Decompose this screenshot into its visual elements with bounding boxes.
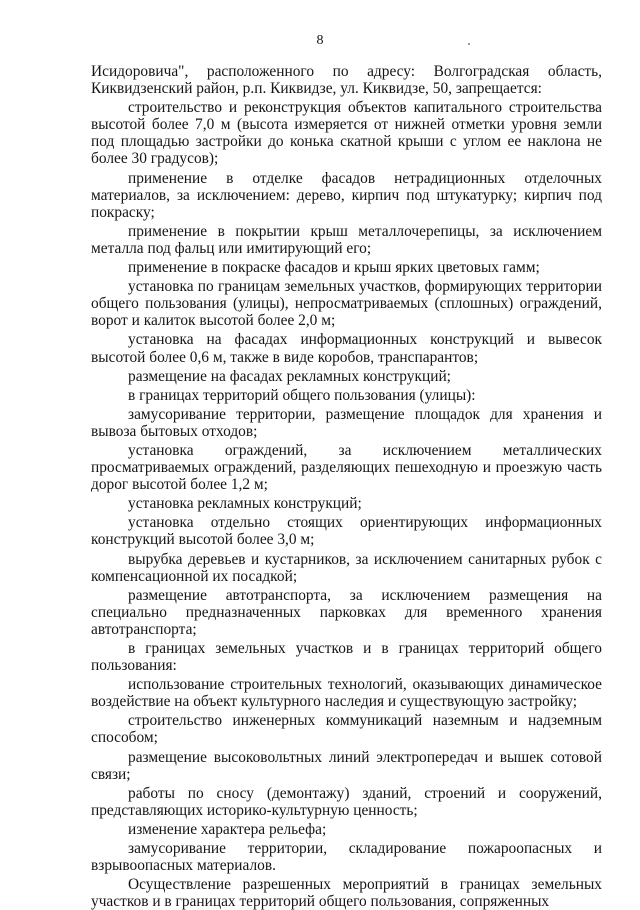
paragraph-height-limit: строительство и реконструкция объектов капитального строительства высотой более 7,0 м (высота измеряется от нижней отметки уровня земли под площадью застройки до конька скатной крыши с углом ее наклона не более 30 градусов);: [91, 99, 602, 168]
paragraph-vehicle-parking: размещение автотранспорта, за исключением размещения на специально предназначенных парковках для временного хранения автотранспорта;: [91, 586, 602, 638]
paragraph-solid-fences: установка по границам земельных участков, формирующих территории общего пользования (улицы), непросматриваемых (сплошных) ограждений, ворот и калиток высотой более 2,0 м;: [91, 278, 602, 330]
paragraph-facade-materials: применение в отделке фасадов нетрадиционных отделочных материалов, за исключением: дерево, кирпич под штукатурку; кирпич под покраску;: [91, 169, 602, 221]
paragraph-utilities: строительство инженерных коммуникаций наземным и надземным способом;: [91, 712, 602, 747]
body-text: [91, 63, 602, 910]
paragraph-facade-ads: размещение на фасадах рекламных конструкций;: [128, 367, 451, 385]
paragraph-demolition: работы по сносу (демонтажу) зданий, строений и сооружений, представляющих историко-культурную ценность;: [91, 784, 602, 819]
heading-public-areas: в границах территорий общего пользования (улицы):: [128, 386, 476, 404]
paragraph-standalone-signs: установка отдельно стоящих ориентирующих информационных конструкций высотой более 3,0 м;: [91, 514, 602, 549]
paragraph-hazardous-storage: замусоривание территории, складирование пожароопасных и взрывоопасных материалов.: [91, 840, 602, 875]
heading-land-and-public-areas: в границах земельных участков и в границах территорий общего пользования:: [91, 640, 602, 675]
paragraph-address-intro: Исидоровича", расположенного по адресу: Волгоградская область, Киквидзенский район, р.п. Киквидзе, ул. Киквидзе, 50, запрещается:: [91, 63, 602, 98]
paragraph-tree-cutting: вырубка деревьев и кустарников, за исключением санитарных рубок с компенсационной их посадкой;: [91, 550, 602, 585]
paragraph-construction-tech: использование строительных технологий, оказывающих динамическое воздействие на объект культурного наследия и существующую застройку;: [91, 676, 602, 711]
paragraph-littering-waste: замусоривание территории, размещение площадок для хранения и вывоза бытовых отходов;: [91, 405, 602, 440]
paragraph-info-signs: установка на фасадах информационных конструкций и вывесок высотой более 0,6 м, также в виде коробов, транспарантов;: [91, 331, 602, 366]
scan-artifact-dot: [468, 43, 470, 45]
paragraph-power-lines: размещение высоковольтных линий электропередач и вышек сотовой связи;: [91, 748, 602, 783]
paragraph-roof-covering: применение в покрытии крыш металлочерепицы, за исключением металла под фальц или имитирующий его;: [91, 222, 602, 257]
page-number: 8: [316, 33, 324, 48]
paragraph-relief: изменение характера рельефа;: [128, 820, 327, 838]
paragraph-ad-structures: установка рекламных конструкций;: [128, 495, 362, 513]
paragraph-fencing: установка ограждений, за исключением металлических просматриваемых ограждений, разделяющих пешеходную и проезжую часть дорог высотой более 1,2 м;: [91, 441, 602, 494]
paragraph-bright-colors: применение в покраске фасадов и крыш ярких цветовых гамм;: [128, 259, 540, 277]
paragraph-permitted-activities: Осуществление разрешенных мероприятий в границах земельных участков и в границах территорий общего пользования, сопряженных: [91, 876, 602, 910]
